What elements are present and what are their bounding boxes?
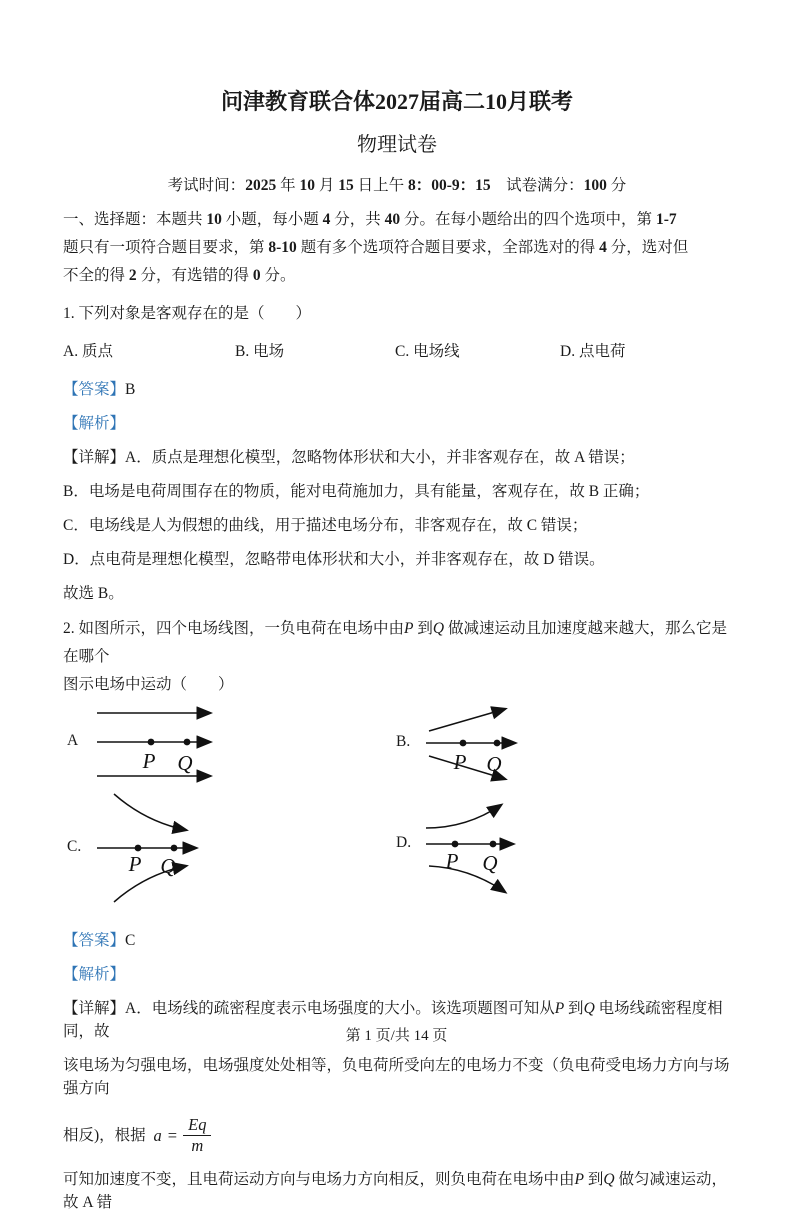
option-b: B. 电场: [235, 343, 285, 360]
exam-info-line: 考试时间：2025 年 10 月 15 日上午 8：00-9：15 试卷满分：100 分: [167, 177, 627, 194]
diagram-label-b: B.: [396, 733, 411, 750]
page-number-footer: 第 1 页/共 14 页: [345, 1028, 448, 1044]
option-d: D. 点电荷: [560, 343, 626, 360]
answer-line-q1: 【答案】B: [63, 381, 136, 398]
point-label-p: P: [453, 750, 467, 774]
diagram-label-c: C.: [67, 838, 82, 855]
diagram-label-a: A: [67, 732, 79, 749]
point-label-q: Q: [177, 751, 193, 775]
point-dot-p: [452, 841, 459, 848]
field-diagram-a: [67, 705, 226, 787]
doc-subtitle: 物理试卷: [357, 134, 437, 156]
diagram-label-d: D.: [396, 834, 412, 851]
fraction-numerator: Eq: [183, 1115, 211, 1136]
detail-line: 故选 B。: [63, 585, 124, 602]
instruction-line-1: 一、选择题：本题共 10 小题，每小题 4 分，共 40 分。在每小题给出的四个选项中，第 1-7: [63, 211, 677, 228]
point-label-q: Q: [486, 752, 502, 776]
formula-var: a: [153, 1125, 162, 1145]
question-1-text: 1. 下列对象是客观存在的是（ ）: [63, 305, 312, 322]
field-line-curved: [426, 805, 501, 828]
point-label-q: Q: [482, 851, 498, 875]
question-1-options: [63, 340, 731, 364]
formula-equals: =: [167, 1125, 178, 1145]
detail-formula-line: [63, 1109, 731, 1161]
page-title: 问津教育联合体2027届高二10月联考: [220, 89, 573, 114]
detail-line: 该电场为匀强电场，电场强度处处相等，负电荷所受向左的电场力不变（负电荷受电场力方向与场强方向: [63, 1057, 730, 1097]
field-lines-b: [425, 703, 537, 787]
point-dot-q: [184, 739, 191, 746]
detail-line: B．电场是电荷周围存在的物质，能对电荷施加力，具有能量，客观存在，故 B 正确；: [63, 483, 650, 500]
field-lines-a: [96, 705, 226, 787]
detail-line: 【详解】A．质点是理想化模型，忽略物体形状和大小，并非客观存在，故 A 错误；: [63, 449, 635, 466]
field-diagram-c: [67, 788, 218, 908]
formula-prefix: 相反)，根据: [63, 1126, 150, 1144]
field-line-figure: [63, 703, 731, 915]
option-a: A. 质点: [63, 343, 113, 360]
option-c: C. 电场线: [395, 343, 460, 360]
point-label-p: P: [445, 849, 459, 873]
fraction-denominator: m: [191, 1136, 204, 1155]
point-dot-q: [490, 841, 497, 848]
point-label-p: P: [128, 852, 142, 876]
instruction-line-2: 题只有一项符合题目要求，第 8-10 题有多个选项符合题目要求，全部选对的得 4 分，选对但: [63, 239, 689, 256]
field-lines-d: [425, 798, 533, 902]
point-label-q: Q: [160, 854, 176, 878]
point-dot-q: [171, 845, 178, 852]
point-label-p: P: [142, 749, 156, 773]
analysis-label-q1: 【解析】: [63, 415, 126, 432]
field-diagram-d: [396, 798, 533, 902]
acceleration-formula: [154, 1115, 212, 1155]
field-line-curved: [114, 794, 186, 830]
formula-fraction: [183, 1115, 211, 1155]
question-2-text-line-1: 2. 如图所示，四个电场线图，一负电荷在电场中由P 到Q 做减速运动且加速度越来越大，那么它是在哪个: [63, 620, 727, 665]
field-diagram-b: [396, 703, 537, 787]
question-2-text-line-2: 图示电场中运动（ ）: [63, 676, 234, 693]
point-dot-p: [135, 845, 142, 852]
instruction-line-3: 不全的得 2 分，有选错的得 0 分。: [63, 267, 296, 284]
field-lines-c: [96, 788, 218, 908]
point-dot-p: [460, 740, 467, 747]
answer-line-q2: 【答案】C: [63, 932, 136, 949]
section-instructions: [63, 206, 731, 290]
field-line: [429, 709, 505, 731]
detail-line: C．电场线是人为假想的曲线，用于描述电场分布，非客观存在，故 C 错误；: [63, 517, 588, 534]
point-dot-q: [494, 740, 501, 747]
detail-line: D．点电荷是理想化模型，忽略带电体形状和大小，并非客观存在，故 D 错误。: [63, 551, 605, 568]
point-dot-p: [148, 739, 155, 746]
detail-line: 可知加速度不变，且电荷运动方向与电场力方向相反，则负电荷在电场中由P 到Q 做匀减速运动，故 A 错: [63, 1171, 727, 1211]
analysis-label-q2: 【解析】: [63, 966, 126, 983]
detail-line: 【详解】A．电场线的疏密程度表示电场强度的大小。该选项题图可知从P 到Q 电场线疏密程度相同，故: [63, 1000, 723, 1040]
